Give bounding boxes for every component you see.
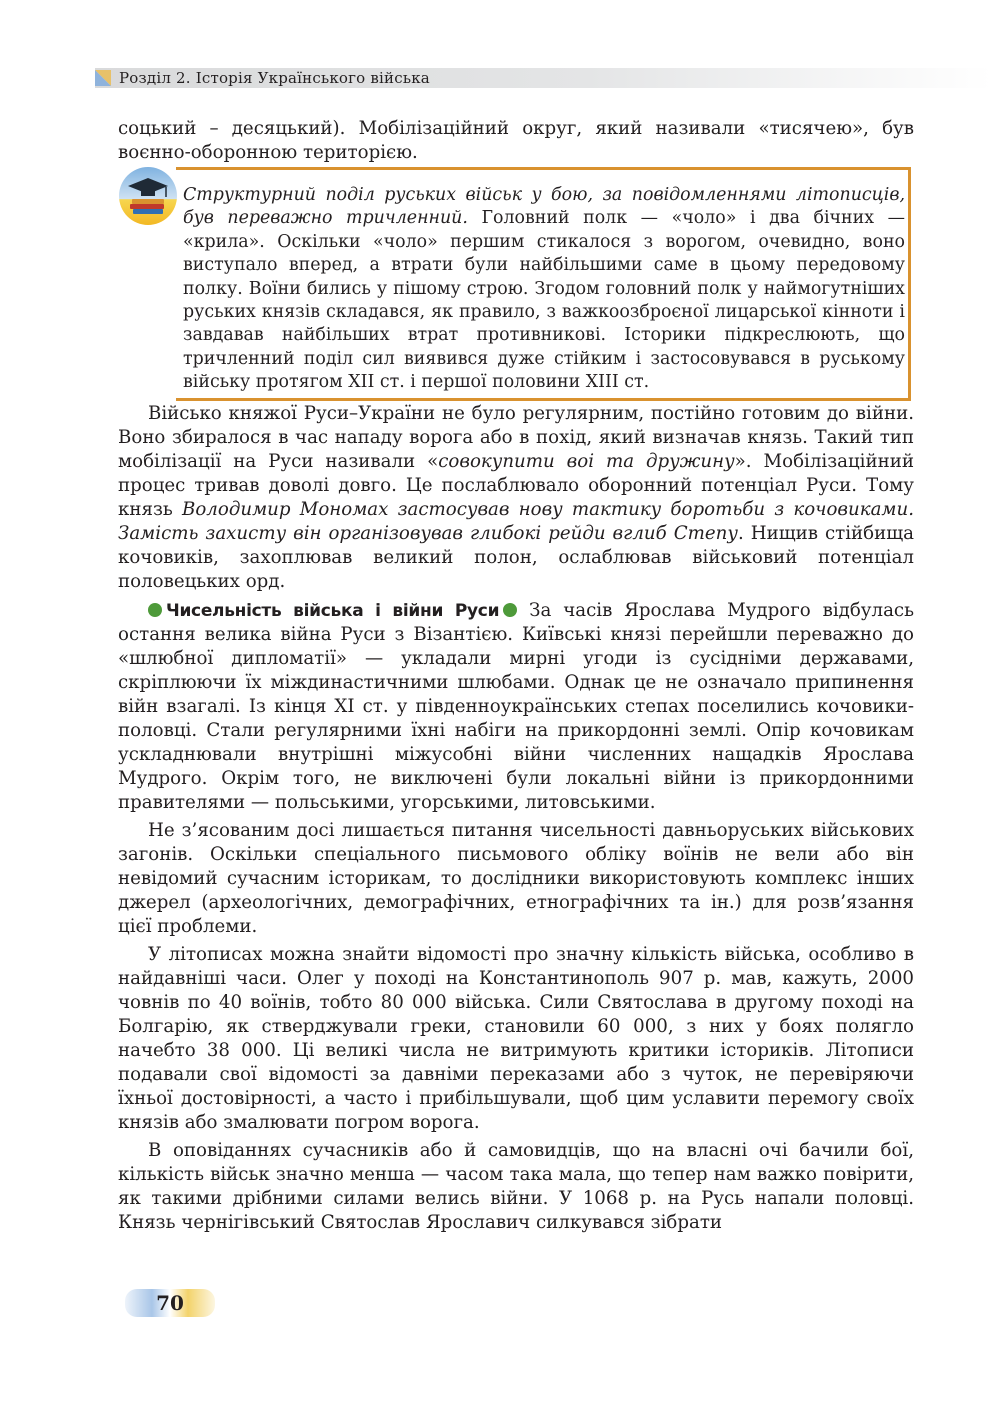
paragraph-army-a: Військо княжої Руси–України не було регулярним, постійно готовим до війни. Воно збиралося в час нападу ворога або в похід, який визначав князь. Такий тип мобілізації на Руси називали « [118,403,914,472]
intro-paragraph [118,117,914,165]
section-title: Розділ 2. Історія Українського війська [119,69,430,87]
page-number: 70 [156,1291,184,1315]
paragraph-numbers: Не з’ясованим досі лишається питання чисельності давньоруських військових загонів. Оскільки спеціального письмового обліку воїнів не вели або він невідомий сучасним історикам, то дослідники використовують комплекс інших джерел (археологічних, демографічних, етнографічних та ін.) для розв’язання цієї проблеми. [118,820,914,937]
note-text [183,184,905,395]
main-text [118,402,914,1235]
intro-text: соцький – десяцький). Мобілізаційний округ, який називали «тисячею», був воєнно-оборонною територією. [118,118,914,163]
paragraph-army [118,402,914,594]
green-bullet-icon [148,603,162,617]
paragraph-army-e: . Нищив стійбища кочовиків, захоплював великий полон, ослаблював військовий потенціал половецьких орд. [118,523,914,592]
green-bullet-icon [503,603,517,617]
paragraph-witnesses: В оповіданнях сучасників або й самовидців, що на власні очі бачили бої, кількість військ значно менша — часом така мала, що тепер нам важко повірити, як такими дрібними силами велись війни. У 1068 р. на Русь напали половці. Князь чернігівський Святослав Ярославич силкувався зібрати [118,1140,914,1233]
header-corner-icon [95,70,111,86]
running-header [95,68,992,88]
quote-italic: совокупити воі та дружину [438,451,735,472]
graduation-cap-books-icon [118,166,178,226]
paragraph-army-c: ». Мобілізаційний процес тривав доволі довго. Це послаблювало оборонний потенціал Руси. Тому князь [118,451,914,520]
section-heading: Чисельність війська і війни Руси [166,601,500,621]
paragraph-chronicles: У літописах можна знайти відомості про значну кількість війська, особливо в найдавніші часи. Олег у поході на Константинополь 907 р. мав, кажуть, 2000 човнів по 40 воїнів, тобто 80 000 війська. Сили Святослава в другому поході на Болгарію, як стверджували греки, становили 60 000, з них у боях полягло начебто 38 000. Ці великі числа не витримують критики істориків. Літописи подавали свої відомості за давніми переказами або з чуток, не перевіряючи їхньої достовірності, а часто і прибільшували, щоб цим уславити перемогу своїх князів або змалювати погром ворога. [118,944,914,1133]
note-italic-lead: Структурний поділ руських військ у бою, за повідомленнями літописців, був переважно тричленний. [183,185,905,229]
monomakh-italic: Володимир Мономах застосував нову тактику боротьби з кочовиками. Замість захисту він організовував глибокі рейди вглиб Степу [118,499,914,544]
page-number-badge [125,1285,215,1321]
section-paragraph [118,599,914,815]
section-text: За часів Ярослава Мудрого відбулась остання велика війна Руси з Візантією. Київські князі перейшли переважно до «шлюбної дипломатії» — укладали мирні угоди із сусідніми державами, скріплюючи їх міждинастичними шлюбами. Однак це не означало припинення війн взагалі. Із кінця ХІ ст. у південноукраїнських степах поселились кочовики-половці. Стали регулярними їхні набіги на прикордонні землі. Опір кочовикам ускладнювали внутрішні міжусобні війни численних нащадків Ярослава Мудрого. Окрім того, не виключені були локальні війни із прикордонними правителями — польськими, угорськими, литовськими. [118,600,914,813]
note-box [183,184,905,395]
note-body: Головний полк — «чоло» і два бічних — «крила». Оскільки «чоло» першим стикалося з ворогом, очевидно, воно виступало вперед, а втрати були найбільшими саме в цьому передовому полку. Воїни бились у пішому строю. Згодом головний полк у наймогутніших руських князів складався, як правило, з важкоозброєної лицарської кінноти і завдавав найбільших втрат противникові. Історики підкреслюють, що тричленний поділ сил виявився дуже стійким і застосовувався в руському війську протягом ХІІ ст. і першої половини ХІІІ ст. [183,208,905,393]
